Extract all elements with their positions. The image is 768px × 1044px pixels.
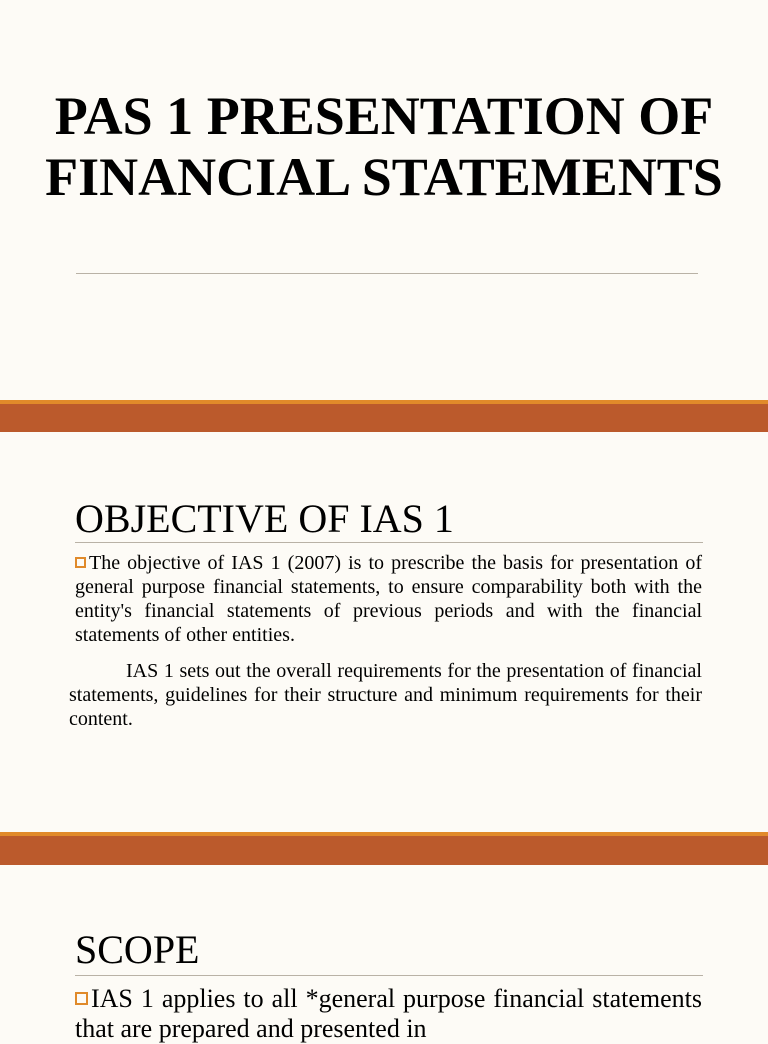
square-bullet-icon [75,557,86,568]
objective-heading-rule [75,542,703,543]
objective-paragraph: IAS 1 sets out the overall requirements for the presentation of financial statements, guidelines for their structure and minimum requirements for their content. [69,660,702,730]
scope-heading-rule [75,975,703,976]
objective-heading: OBJECTIVE OF IAS 1 [75,496,454,541]
scope-bullet [75,984,702,1044]
scope-slide [0,865,768,1043]
slide-separator-band [0,400,768,432]
scope-bullet-text: IAS 1 applies to all *general purpose financial statements that are prepared and presented in [75,984,702,1043]
slide-separator-band [0,832,768,865]
title-underline [76,273,698,274]
title-slide [0,0,768,400]
scope-heading: SCOPE [75,927,200,972]
square-bullet-icon [75,992,88,1005]
objective-bullet [75,551,702,647]
objective-slide [0,432,768,832]
objective-bullet-text: The objective of IAS 1 (2007) is to prescribe the basis for presentation of general purpose financial statements, to ensure comparability both with the entity's financial statements of previous periods and with the financial statements of other entities. [75,552,702,646]
slide-title: PAS 1 PRESENTATION OF FINANCIAL STATEMENTS [45,86,723,207]
